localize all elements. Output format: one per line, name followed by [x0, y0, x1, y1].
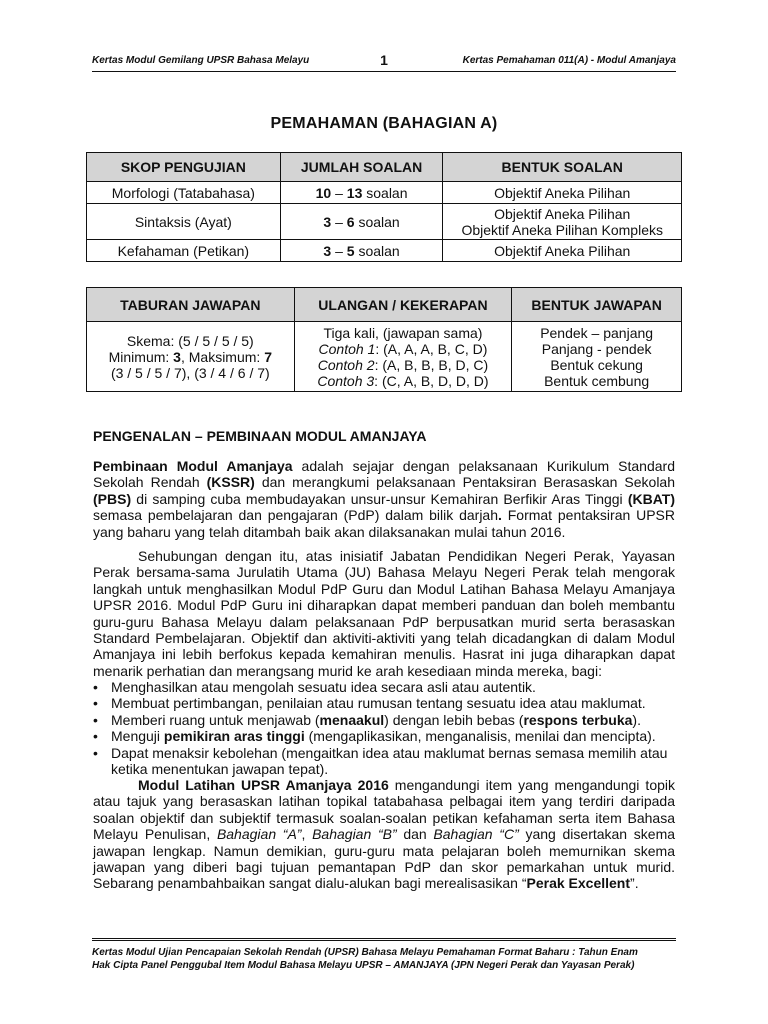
list-item: • Menguji pemikiran aras tinggi (mengaplikasikan, menganalisis, menilai dan mencipta). — [93, 728, 656, 745]
scope-cell: Sintaksis (Ayat) — [87, 204, 281, 240]
column-header: TABURAN JAWAPAN — [87, 288, 295, 322]
table-row — [87, 322, 682, 392]
count-cell: 3 – 6 soalan — [280, 204, 443, 240]
page-number: 1 — [380, 52, 388, 68]
exam-scope-table — [86, 152, 682, 262]
page-title: PEMAHAMAN (BAHAGIAN A) — [270, 115, 498, 132]
count-cell: 10 – 13 soalan — [280, 182, 443, 204]
table-header-row — [87, 288, 682, 322]
column-header: SKOP PENGUJIAN — [87, 153, 281, 182]
count-cell: 3 – 5 soalan — [280, 240, 443, 262]
column-header: BENTUK JAWAPAN — [512, 288, 682, 322]
answer-form-cell: Pendek – panjang Panjang - pendek Bentuk cekung Bentuk cembung — [512, 322, 682, 392]
objectives-list — [93, 679, 675, 777]
answer-distribution-table — [86, 287, 682, 392]
header-rule — [92, 71, 676, 72]
list-item: • Menghasilkan atau mengolah sesuatu idea secara asli atau autentik. — [93, 679, 536, 695]
table-row — [87, 204, 682, 240]
footer-line: Kertas Modul Ujian Pencapaian Sekolah Rendah (UPSR) Bahasa Melayu Pemahaman Format Baharu : Tahun Enam — [92, 947, 638, 958]
page-header — [92, 52, 676, 70]
form-cell: Objektif Aneka Pilihan Objektif Aneka Pilihan Kompleks — [443, 204, 682, 240]
scope-cell: Morfologi (Tatabahasa) — [87, 182, 281, 204]
table-header-row — [87, 153, 682, 182]
form-cell: Objektif Aneka Pilihan — [443, 240, 682, 262]
footer-line: Hak Cipta Panel Penggubal Item Modul Bahasa Melayu UPSR – AMANJAYA (JPN Negeri Perak dan Yayasan Perak) — [92, 960, 635, 971]
column-header: ULANGAN / KEKERAPAN — [294, 288, 512, 322]
footer-rule — [92, 938, 676, 941]
list-item: • Membuat pertimbangan, penilaian atau rumusan tentang sesuatu idea atau maklumat. — [93, 695, 646, 712]
repetition-cell: Tiga kali, (jawapan sama) Contoh 1: (A, A, A, B, C, D) Contoh 2: (A, B, B, B, D, C) Contoh 3: (C, A, B, D, D, D) — [294, 322, 512, 392]
header-right-text: Kertas Pemahaman 011(A) - Modul Amanjaya — [462, 55, 676, 66]
page-footer — [92, 946, 676, 972]
header-left-text: Kertas Modul Gemilang UPSR Bahasa Melayu — [92, 55, 310, 66]
list-item: • Dapat menaksir kebolehan (mengaitkan idea atau maklumat bernas semasa memilih atau ketika menentukan jawapan tepat). — [93, 744, 668, 778]
column-header: JUMLAH SOALAN — [280, 153, 443, 182]
column-header: BENTUK SOALAN — [443, 153, 682, 182]
initiative-paragraph: Sehubungan dengan itu, atas inisiatif Jabatan Pendidikan Negeri Perak, Yayasan Perak bersama-sama Jurulatih Utama (JU) Bahasa Melayu Negeri Perak telah mengorak langkah untuk menghasilkan Modul PdP Guru dan Modul Latihan Bahasa Melayu Amanjaya UPSR 2016. Modul PdP Guru ini diharapkan dapat memberi panduan dan boleh membantu guru-guru Bahasa Melayu dalam pelaksanaan PdP berpusatkan murid serta berasaskan Standard Pembelajaran. Objektif dan aktiviti-aktiviti yang telah dicadangkan di dalam Modul Amanjaya ini lebih berfokus kepada kemahiran menulis. Hasrat ini juga diharapkan dapat menarik perhatian dan merangsang murid ke arah kesediaan minda mereka, bagi: — [93, 548, 675, 679]
module-paragraph: Modul Latihan UPSR Amanjaya 2016 mengandungi item yang mengandungi topik atau tajuk yang berasaskan latihan topikal tatabahasa pelbagai item yang terdiri daripada soalan objektif dan subjektif termasuk soalan-soalan petikan kefahaman serta item Bahasa Melayu Penulisan, Bahagian “A”, Bahagian “B” dan Bahagian “C” yang disertakan skema jawapan lengkap. Namun demikian, guru-guru mata pelajaran boleh memurnikan skema jawapan yang diberi bagi tujuan pemantapan PdP dan skor pemarkahan untuk murid. Sebarang penambahbaikan sangat dialu-alukan bagi merealisasikan “Perak Excellent”. — [93, 777, 676, 892]
intro-paragraph: Pembinaan Modul Amanjaya adalah sejajar dengan pelaksanaan Kurikulum Standard Sekolah Rendah (KSSR) dan merangkumi pelaksanaan Pentaksiran Berasaskan Sekolah (PBS) di samping cuba membudayakan unsur-unsur Kemahiran Berfikir Aras Tinggi (KBAT) semasa pembelajaran dan pengajaran (PdP) dalam bilik darjah. Format pentaksiran UPSR yang baharu yang telah ditambah baik akan dilaksanakan mulai tahun 2016. — [93, 458, 675, 540]
form-cell: Objektif Aneka Pilihan — [443, 182, 682, 204]
section-title: PENGENALAN – PEMBINAAN MODUL AMANJAYA — [93, 428, 427, 444]
list-item: • Memberi ruang untuk menjawab (menaakul) dengan lebih bebas (respons terbuka). — [93, 711, 641, 728]
distribution-cell: Skema: (5 / 5 / 5 / 5) Minimum: 3, Maksimum: 7 (3 / 5 / 5 / 7), (3 / 4 / 6 / 7) — [87, 322, 295, 392]
scope-cell: Kefahaman (Petikan) — [87, 240, 281, 262]
table-row — [87, 182, 682, 204]
table-row — [87, 240, 682, 262]
